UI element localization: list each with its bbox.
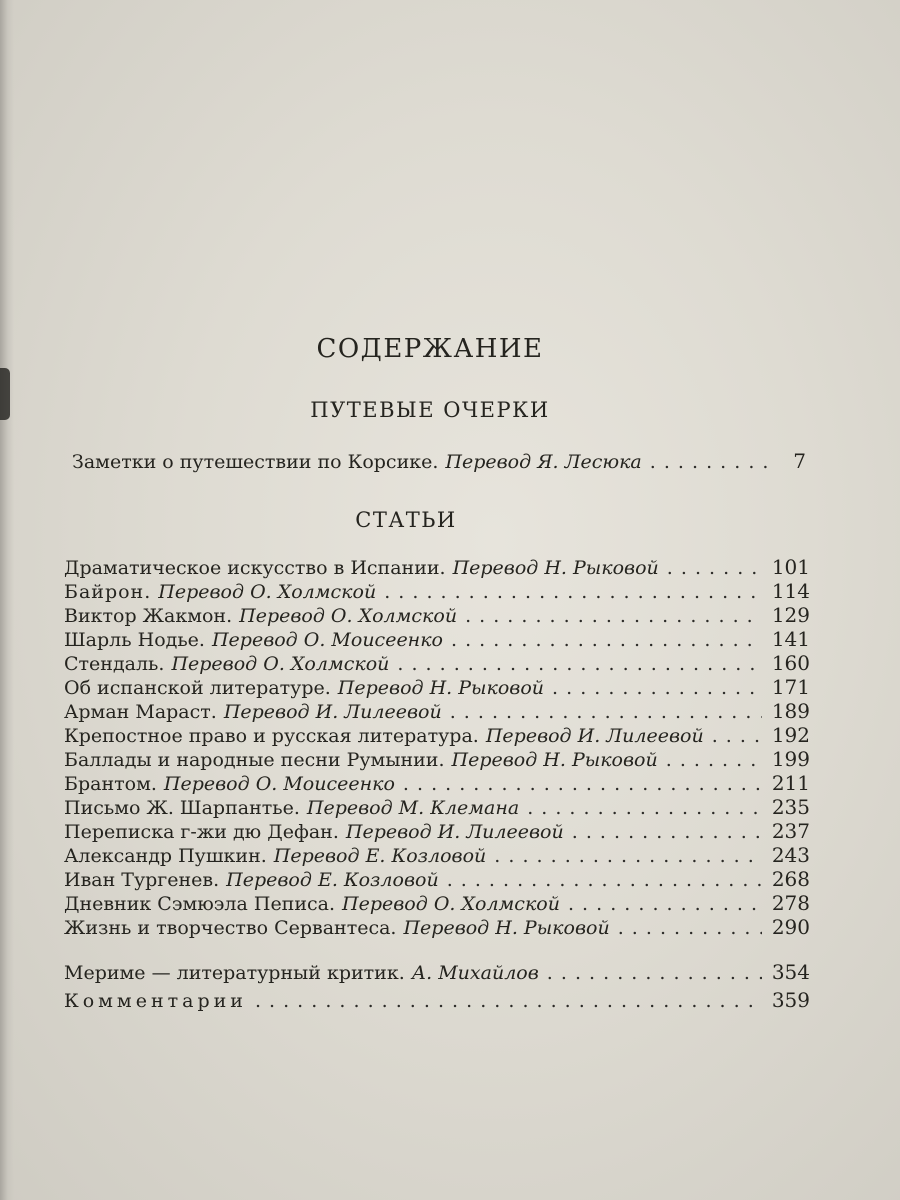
- entry-translator: Перевод М. Клемана: [306, 797, 520, 819]
- entry-translator: Перевод И. Лилеевой: [223, 701, 442, 723]
- page-edge-shadow: [0, 0, 14, 1200]
- entry-page-number: 359: [771, 988, 810, 1012]
- dot-leader: [403, 772, 762, 796]
- entry-translator: Перевод О. Моисеенко: [211, 629, 443, 651]
- dot-leader: [666, 748, 762, 772]
- entry-title: Драматическое искусство в Испании.: [64, 557, 446, 579]
- dot-leader: [451, 628, 762, 652]
- entry-title: Александр Пушкин.: [64, 845, 267, 867]
- toc-entry[interactable]: [64, 627, 810, 651]
- dot-leader: [447, 868, 762, 892]
- toc-entry[interactable]: [64, 579, 810, 603]
- dot-leader: [255, 989, 762, 1013]
- toc-entry[interactable]: [64, 555, 810, 579]
- entry-page-number: 243: [771, 843, 810, 867]
- entry-title: Комментарии: [64, 990, 247, 1012]
- entry-translator: Перевод Е. Козловой: [273, 845, 487, 867]
- entry-translator: Перевод О. Холмской: [239, 605, 458, 627]
- entry-title: Заметки о путешествии по Корсике.: [72, 451, 439, 473]
- entry-title: Переписка г-жи дю Дефан.: [64, 821, 339, 843]
- entry-page-number: 7: [793, 449, 806, 473]
- entry-title: Дневник Сэмюэла Пеписа.: [64, 893, 336, 915]
- toc-entry[interactable]: [64, 603, 810, 627]
- dot-leader: [712, 724, 762, 748]
- entry-title: Иван Тургенев.: [64, 869, 220, 891]
- toc-entry[interactable]: [64, 771, 810, 795]
- dot-leader: [465, 604, 762, 628]
- entry-page-number: 171: [771, 675, 810, 699]
- entry-page-number: 160: [771, 651, 810, 675]
- dot-leader: [450, 700, 762, 724]
- entry-translator: Перевод О. Холмской: [158, 581, 377, 603]
- toc-entry-merime-critic[interactable]: [64, 960, 810, 984]
- toc-entry[interactable]: [64, 795, 810, 819]
- entry-page-number: 290: [771, 915, 810, 939]
- entry-translator: Перевод О. Моисеенко: [163, 773, 395, 795]
- toc-entry[interactable]: [64, 819, 810, 843]
- entry-title: Байрон.: [64, 581, 152, 603]
- entry-page-number: 235: [771, 795, 810, 819]
- entry-title: Арман Мараст.: [64, 701, 217, 723]
- entry-page-number: 199: [771, 747, 810, 771]
- contents-title: СОДЕРЖАНИЕ: [316, 334, 544, 364]
- dot-leader: [397, 652, 762, 676]
- entry-translator: Перевод Н. Рыковой: [403, 917, 610, 939]
- entry-translator: Перевод Я. Лесюка: [445, 451, 642, 473]
- toc-entry[interactable]: [64, 891, 810, 915]
- entry-page-number: 141: [771, 627, 810, 651]
- toc-entry[interactable]: [64, 915, 810, 939]
- entry-page-number: 192: [771, 723, 810, 747]
- entry-translator: Перевод И. Лилеевой: [485, 725, 704, 747]
- entry-page-number: 114: [771, 579, 810, 603]
- toc-entry[interactable]: [64, 747, 810, 771]
- entry-page-number: 237: [771, 819, 810, 843]
- dot-leader: [384, 580, 762, 604]
- entry-page-number: 101: [771, 555, 810, 579]
- entry-title: Виктор Жакмон.: [64, 605, 233, 627]
- entry-page-number: 354: [771, 960, 810, 984]
- dot-leader: [618, 916, 762, 940]
- entry-title: Крепостное право и русская литература.: [64, 725, 479, 747]
- entry-page-number: 278: [771, 891, 810, 915]
- entry-title: Жизнь и творчество Сервантеса.: [64, 917, 397, 939]
- toc-entry-commentary[interactable]: [64, 988, 810, 1012]
- toc-entry[interactable]: [64, 843, 810, 867]
- dot-leader: [552, 676, 762, 700]
- entry-title: Об испанской литературе.: [64, 677, 331, 699]
- entry-translator: Перевод И. Лилеевой: [345, 821, 564, 843]
- dot-leader: [547, 961, 762, 985]
- entry-title: Шарль Нодье.: [64, 629, 205, 651]
- dot-leader: [494, 844, 762, 868]
- entry-translator: Перевод Н. Рыковой: [452, 557, 659, 579]
- dot-leader: [667, 556, 762, 580]
- entry-page-number: 268: [771, 867, 810, 891]
- dot-leader: [650, 450, 772, 474]
- toc-entry-corsica[interactable]: [72, 449, 806, 473]
- section-heading-travel-essays: ПУТЕВЫЕ ОЧЕРКИ: [310, 398, 550, 422]
- toc-entry[interactable]: [64, 651, 810, 675]
- section-heading-articles: СТАТЬИ: [355, 508, 457, 532]
- toc-entry[interactable]: [64, 699, 810, 723]
- entry-title: Стендаль.: [64, 653, 165, 675]
- entry-translator: Перевод Е. Козловой: [226, 869, 439, 891]
- entry-page-number: 129: [771, 603, 810, 627]
- entry-title: Мериме — литературный критик.: [64, 962, 405, 984]
- dot-leader: [572, 820, 762, 844]
- toc-entry[interactable]: [64, 723, 810, 747]
- entry-translator: Перевод О. Холмской: [342, 893, 560, 915]
- entry-translator: Перевод О. Холмской: [171, 653, 390, 675]
- dot-leader: [527, 796, 762, 820]
- entry-page-number: 211: [771, 771, 810, 795]
- toc-entry[interactable]: [64, 675, 810, 699]
- entry-title: Брантом.: [64, 773, 157, 795]
- entry-author: А. Михайлов: [411, 962, 539, 984]
- entry-translator: Перевод Н. Рыковой: [337, 677, 545, 699]
- entry-page-number: 189: [771, 699, 810, 723]
- toc-entry[interactable]: [64, 867, 810, 891]
- entry-translator: Перевод Н. Рыковой: [451, 749, 658, 771]
- entry-title: Баллады и народные песни Румынии.: [64, 749, 445, 771]
- dot-leader: [568, 892, 762, 916]
- entry-title: Письмо Ж. Шарпантье.: [64, 797, 300, 819]
